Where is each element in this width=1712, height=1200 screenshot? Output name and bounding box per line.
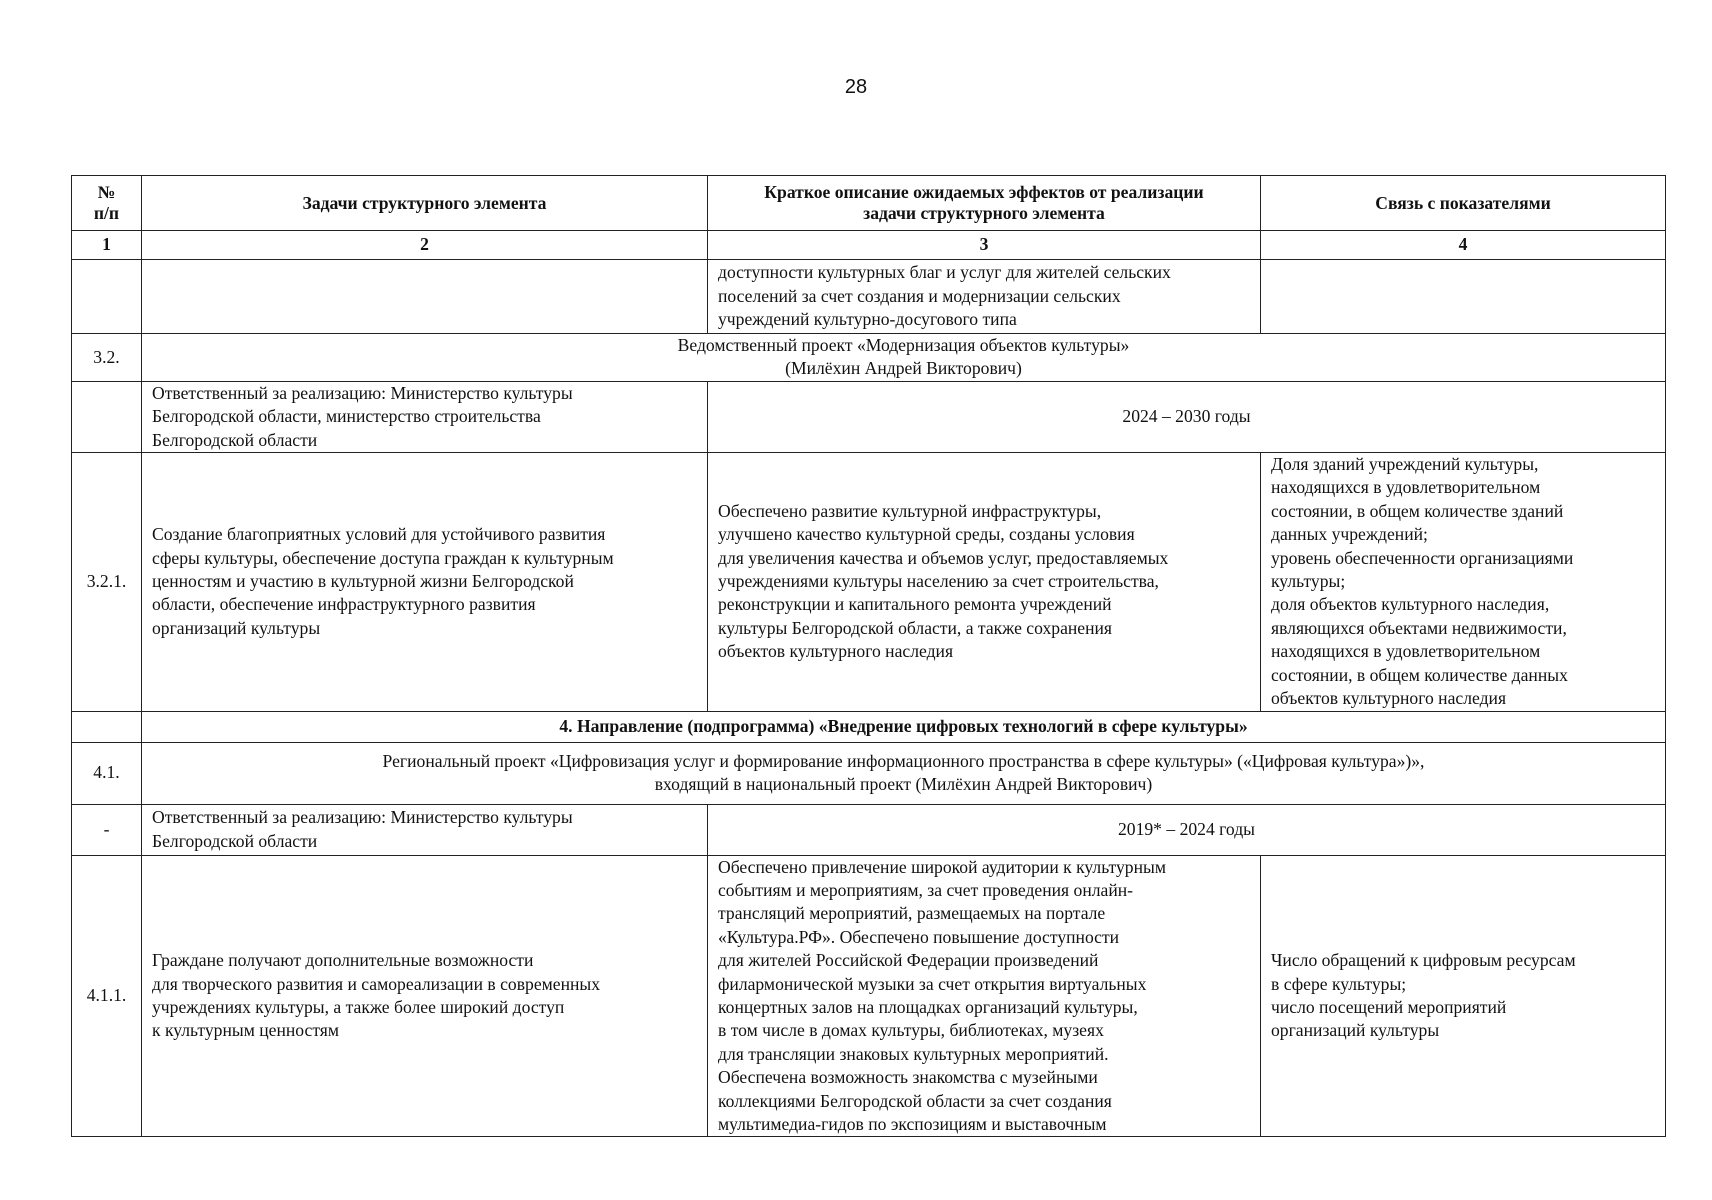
page-number: 28 (844, 76, 868, 98)
indicators-cell (1261, 260, 1666, 334)
table-row-direction-4 (72, 711, 1666, 742)
effect-cell: Обеспечено развитие культурной инфраструктуры, улучшено качество культурной среды, созданы условия для увеличения качества и объемов услуг, предоставляемых учреждениями культуры населению за счет строительства, реконструкции и капитального ремонта учреждений культуры Белгородской области, а также сохранения объектов культурного наследия (708, 453, 1261, 711)
project-title: Региональный проект «Цифровизация услуг и формирование информационного пространства в сфере культуры» («Цифровая культура»)», входящий в национальный проект (Милёхин Андрей Викторович) (142, 742, 1666, 804)
project-title: Ведомственный проект «Модернизация объектов культуры» (Милёхин Андрей Викторович) (142, 334, 1666, 382)
table-row-responsible-4-1 (72, 804, 1666, 855)
task-cell: Граждане получают дополнительные возможности для творческого развития и самореализации в современных учреждениях культуры, а также более широкий доступ к культурным ценностям (142, 855, 708, 1137)
row-number: 3.2. (72, 334, 142, 382)
table-row-responsible-3-2 (72, 381, 1666, 452)
indicators-cell: Доля зданий учреждений культуры, находящихся в удовлетворительном состоянии, в общем количестве зданий данных учреждений; уровень обеспеченности организациями культуры; доля объектов культурного наследия, являющихся объектами недвижимости, находящихся в удовлетворительном состоянии, в общем количестве данных объектов культурного наследия (1261, 453, 1666, 711)
header-tasks: Задачи структурного элемента (142, 176, 708, 231)
row-number (72, 711, 142, 742)
period-cell: 2024 – 2030 годы (708, 381, 1666, 452)
column-number-4: 4 (1261, 231, 1666, 260)
effect-cell: Обеспечено привлечение широкой аудитории к культурным событиям и мероприятиям, за счет проведения онлайн- трансляций мероприятий, размещаемых на портале «Культура.РФ». Обеспечено повышение доступности для жителей Российской Федерации произведений филармонической музыки за счет открытия виртуальных концертных залов на площадках организаций культуры, в том числе в домах культуры, библиотеках, музеях для трансляции знаковых культурных мероприятий. Обеспечена возможность знакомства с музейными коллекциями Белгородской области за счет создания мультимедиа-гидов по экспозициям и выставочным (708, 855, 1261, 1137)
direction-title: 4. Направление (подпрограмма) «Внедрение цифровых технологий в сфере культуры» (142, 711, 1666, 742)
header-number: № п/п (72, 176, 142, 231)
row-number: 4.1. (72, 742, 142, 804)
column-numbers-row (72, 231, 1666, 260)
table-row-continuation (72, 260, 1666, 334)
responsible-cell: Ответственный за реализацию: Министерство культуры Белгородской области, министерство строительства Белгородской области (142, 381, 708, 452)
header-indicators: Связь с показателями (1261, 176, 1666, 231)
row-number: 3.2.1. (72, 453, 142, 711)
indicators-cell: Число обращений к цифровым ресурсам в сфере культуры; число посещений мероприятий организаций культуры (1261, 855, 1666, 1137)
table-row-task-4-1-1 (72, 855, 1666, 1137)
header-effects: Краткое описание ожидаемых эффектов от реализации задачи структурного элемента (708, 176, 1261, 231)
task-cell: Создание благоприятных условий для устойчивого развития сферы культуры, обеспечение доступа граждан к культурным ценностям и участию в культурной жизни Белгородской области, обеспечение инфраструктурного развития организаций культуры (142, 453, 708, 711)
task-cell (142, 260, 708, 334)
column-number-2: 2 (142, 231, 708, 260)
period-cell: 2019* – 2024 годы (708, 804, 1666, 855)
table-header-row (72, 176, 1666, 231)
row-number: 4.1.1. (72, 855, 142, 1137)
table-row-project-4-1 (72, 742, 1666, 804)
row-number: - (72, 804, 142, 855)
row-number (72, 260, 142, 334)
table-row-task-3-2-1 (72, 453, 1666, 711)
column-number-3: 3 (708, 231, 1261, 260)
structural-elements-table (71, 175, 1666, 1137)
responsible-cell: Ответственный за реализацию: Министерство культуры Белгородской области (142, 804, 708, 855)
effect-cell: доступности культурных благ и услуг для жителей сельских поселений за счет создания и модернизации сельских учреждений культурно-досугового типа (708, 260, 1261, 334)
row-number (72, 381, 142, 452)
table-row-project-3-2 (72, 334, 1666, 382)
column-number-1: 1 (72, 231, 142, 260)
